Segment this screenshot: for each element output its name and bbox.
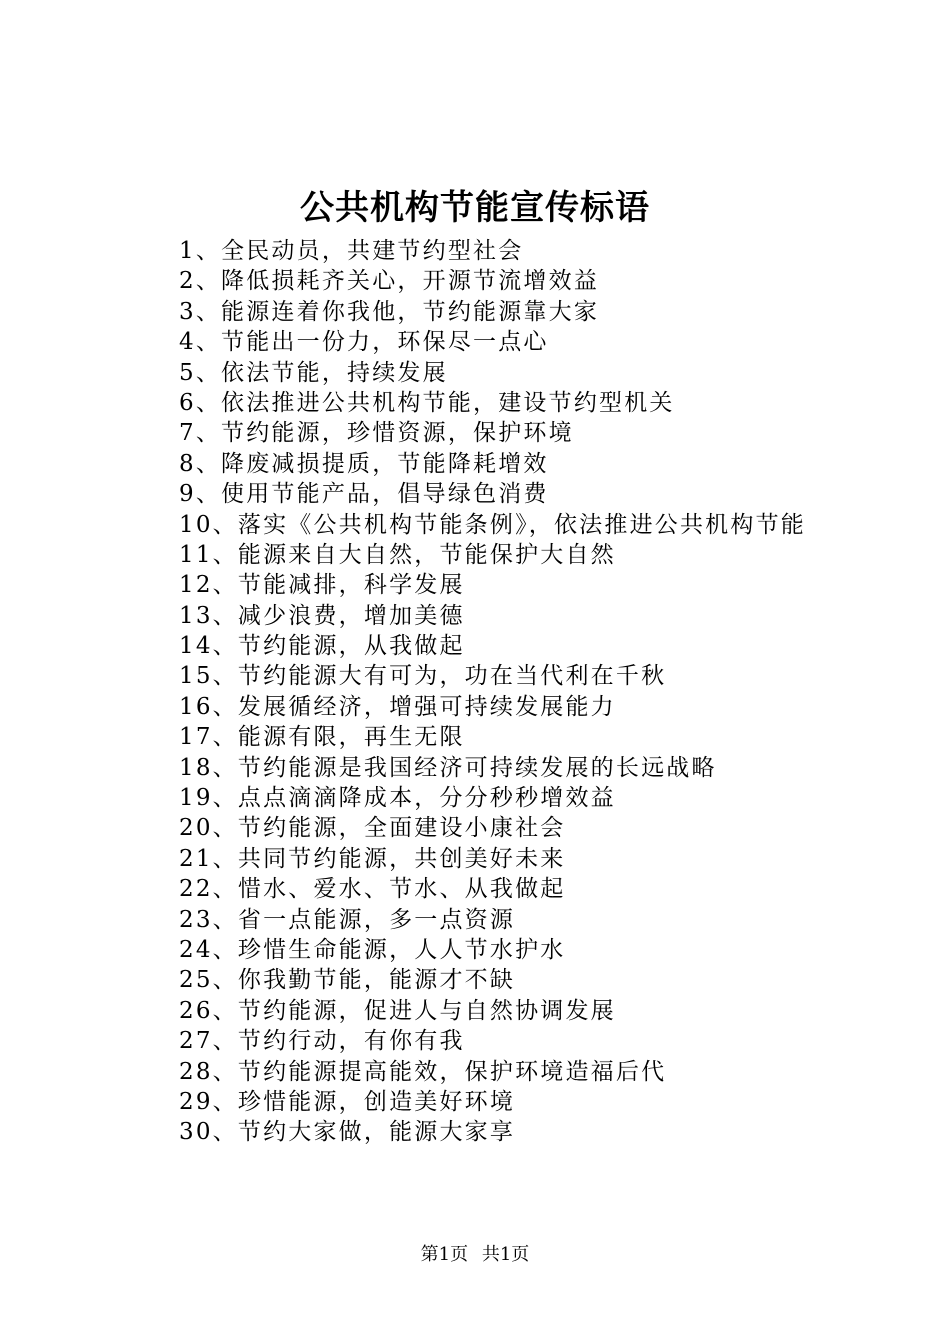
slogan-list	[179, 236, 879, 1148]
slogan-item: 24、珍惜生命能源，人人节水护水	[179, 936, 566, 963]
slogan-item: 25、你我勤节能，能源才不缺	[179, 967, 516, 994]
slogan-item: 30、节约大家做，能源大家享	[179, 1119, 516, 1146]
slogan-item: 3、能源连着你我他，节约能源靠大家	[179, 298, 600, 325]
slogan-item: 8、降废减损提质，节能降耗增效	[179, 450, 549, 477]
page-total: 共1页	[481, 1244, 530, 1265]
slogan-item: 28、节约能源提高能效，保护环境造福后代	[179, 1058, 667, 1085]
slogan-item: 7、节约能源，珍惜资源，保护环境	[179, 420, 574, 447]
slogan-item: 1、全民动员，共建节约型社会	[179, 238, 524, 264]
slogan-item: 18、节约能源是我国经济可持续发展的长远战略	[179, 754, 717, 781]
slogan-item: 29、珍惜能源，创造美好环境	[179, 1088, 516, 1115]
slogan-item: 14、节约能源，从我做起	[179, 633, 465, 660]
slogan-item: 9、使用节能产品，倡导绿色消费	[179, 481, 549, 508]
slogan-item: 27、节约行动，有你有我	[179, 1028, 465, 1055]
slogan-item: 15、节约能源大有可为，功在当代利在千秋	[179, 663, 667, 690]
slogan-item: 2、降低损耗齐关心，开源节流增效益	[179, 268, 600, 295]
slogan-item: 16、发展循经济，增强可持续发展能力	[179, 693, 616, 720]
page-title: 公共机构节能宣传标语	[300, 188, 650, 228]
slogan-item: 23、省一点能源，多一点资源	[179, 906, 516, 933]
slogan-item: 4、节能出一份力，环保尽一点心	[179, 329, 549, 356]
slogan-item: 6、依法推进公共机构节能，建设节约型机关	[179, 389, 675, 416]
slogan-item: 20、节约能源，全面建设小康社会	[179, 815, 566, 842]
slogan-item: 26、节约能源，促进人与自然协调发展	[179, 997, 616, 1024]
slogan-item: 11、能源来自大自然，节能保护大自然	[179, 541, 616, 568]
slogan-item: 5、依法节能，持续发展	[179, 359, 448, 386]
slogan-item: 12、节能减排，科学发展	[179, 572, 465, 599]
slogan-item: 10、落实《公共机构节能条例》，依法推进公共机构节能	[179, 511, 806, 538]
slogan-item: 19、点点滴滴降成本，分分秒秒增效益	[179, 785, 616, 812]
slogan-item: 21、共同节约能源，共创美好未来	[179, 845, 566, 872]
page-footer	[0, 1243, 950, 1267]
slogan-item: 17、能源有限，再生无限	[179, 724, 465, 751]
slogan-item: 22、惜水、爱水、节水、从我做起	[179, 876, 566, 903]
slogan-item: 13、减少浪费，增加美德	[179, 602, 465, 629]
page-number: 第1页	[420, 1244, 469, 1265]
